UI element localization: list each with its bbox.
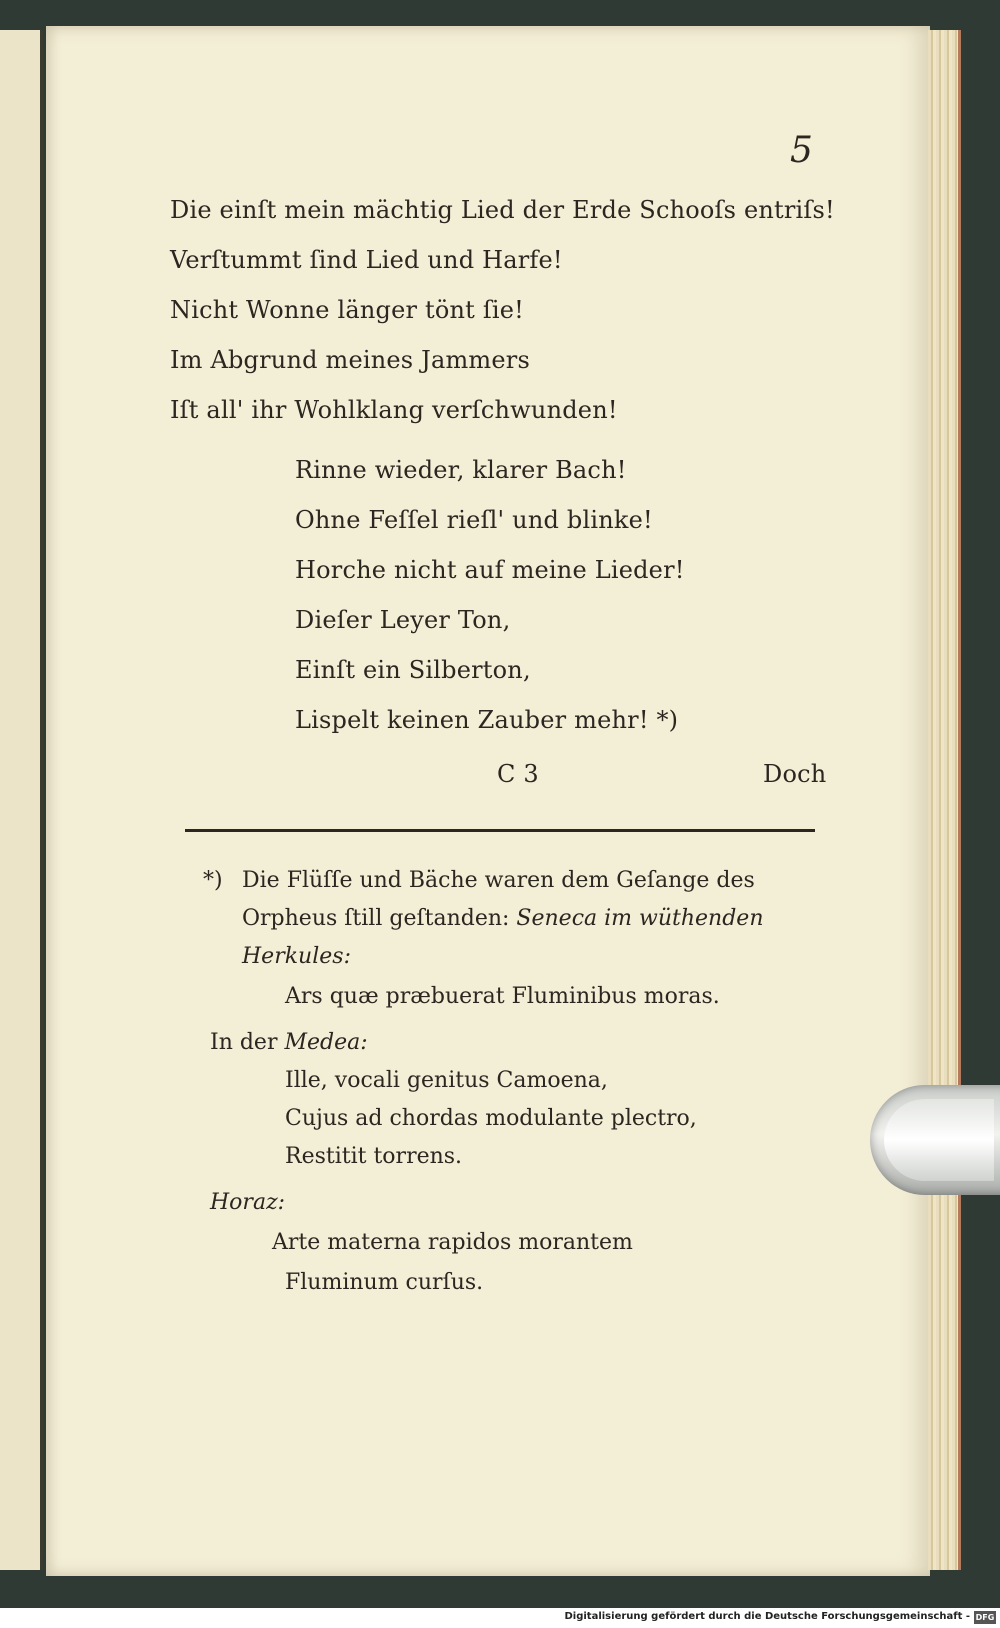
- footnote-quote-1: Ars quæ præbuerat Fluminibus moras.: [285, 984, 720, 1009]
- footnote-medea: [210, 1030, 368, 1055]
- verse-line-1: Die einſt mein mächtig Lied der Erde Schooſs entriſs!: [170, 196, 835, 224]
- page-edges: [928, 30, 961, 1570]
- indented-line-5: Einſt ein Silberton,: [295, 656, 531, 684]
- footnote-quote-2-line-1: Ille, vocali genitus Camoena,: [285, 1068, 608, 1093]
- page-number: 5: [790, 130, 813, 171]
- footnote-medea-italic: Medea:: [284, 1030, 368, 1055]
- indented-line-1: Rinne wieder, klarer Bach!: [295, 456, 627, 484]
- footnote-quote-3-line-1: Arte materna rapidos morantem: [272, 1230, 633, 1255]
- verse-line-5: Iſt all' ihr Wohlklang verſchwunden!: [170, 396, 618, 424]
- footnote-line-2: [242, 906, 764, 931]
- footnote-line-2-italic: Seneca im wüthenden: [516, 906, 764, 931]
- indented-line-4: Dieſer Leyer Ton,: [295, 606, 511, 634]
- verse-line-4: Im Abgrund meines Jammers: [170, 346, 530, 374]
- catchword: Doch: [763, 760, 827, 788]
- footnote-quote-2-line-2: Cujus ad chordas modulante plectro,: [285, 1106, 697, 1131]
- credit-text: Digitalisierung gefördert durch die Deutsche Forschungsgemeinschaft -: [564, 1611, 970, 1622]
- footnote-line-2-regular: Orpheus ſtill geſtanden:: [242, 906, 517, 931]
- indented-line-6: Lispelt keinen Zauber mehr! *): [295, 706, 679, 734]
- footnote-rule: [185, 829, 815, 832]
- facing-page-edge: [0, 30, 43, 1570]
- indented-line-2: Ohne Feſſel rieſl' und blinke!: [295, 506, 653, 534]
- footnote-horaz: Horaz:: [210, 1190, 286, 1215]
- footnote-marker: *): [203, 868, 223, 893]
- footnote-quote-3-line-2: Fluminum curſus.: [285, 1270, 484, 1295]
- page-clip: [870, 1085, 1000, 1195]
- footnote-medea-regular: In der: [210, 1030, 285, 1055]
- footnote-quote-2-line-3: Restitit torrens.: [285, 1144, 463, 1169]
- verse-line-3: Nicht Wonne länger tönt ſie!: [170, 296, 525, 324]
- indented-line-3: Horche nicht auf meine Lieder!: [295, 556, 685, 584]
- verse-line-2: Verſtummt ſind Lied und Harfe!: [170, 246, 563, 274]
- signature-mark: C 3: [497, 760, 539, 788]
- footnote-line-3: Herkules:: [242, 944, 351, 969]
- footnote-line-1: Die Flüſſe und Bäche waren dem Geſange des: [242, 868, 755, 893]
- dfg-logo: DFG: [975, 1613, 995, 1622]
